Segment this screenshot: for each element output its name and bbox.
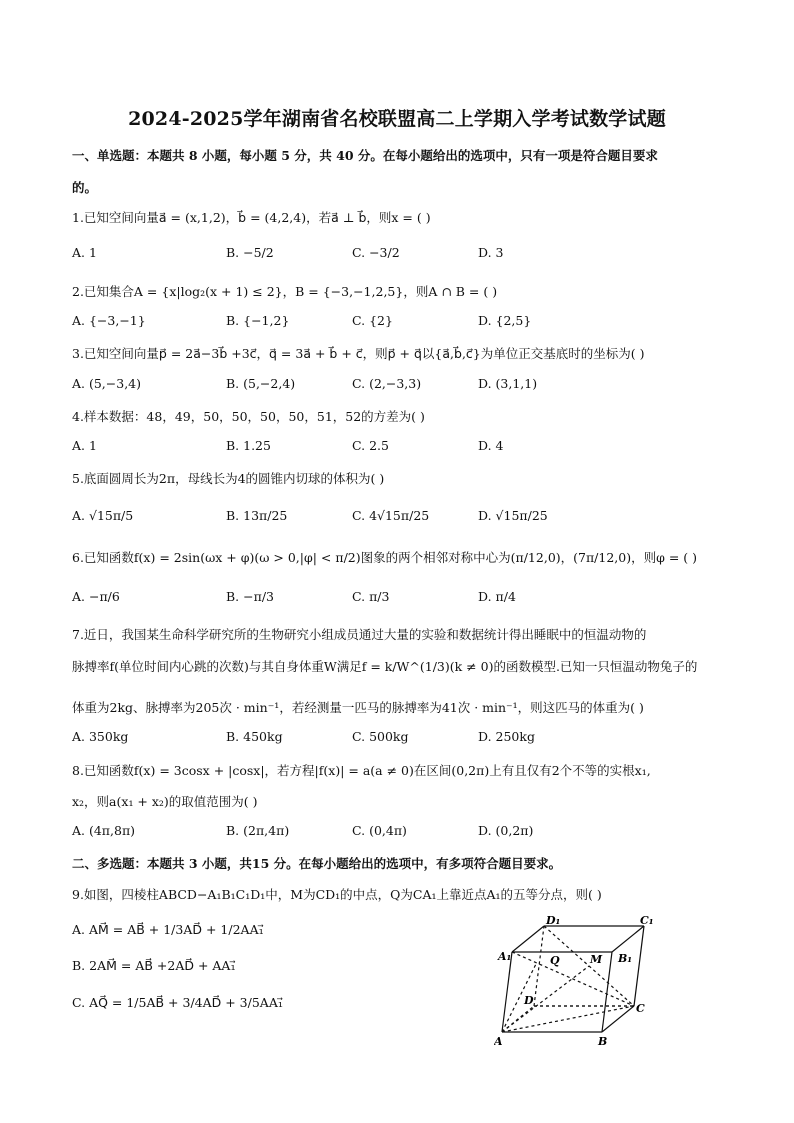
question-5-stem: 5.底面圆周长为2π，母线长为4的圆锥内切球的体积为( ) (72, 471, 385, 486)
q1-option-d: D. 3 (478, 245, 504, 260)
q5-option-d: D. √15π/25 (478, 508, 548, 523)
q6-option-c: C. π/3 (352, 589, 390, 604)
label-C1: C₁ (640, 914, 654, 927)
section2-heading: 二、多选题：本题共 3 小题，共15 分。在每小题给出的选项中，有多项符合题目要求。 (72, 856, 562, 871)
label-C: C (636, 1002, 645, 1015)
q4-option-a: A. 1 (72, 438, 97, 453)
label-B: B (598, 1035, 608, 1048)
q3-option-b: B. (5,−2,4) (226, 376, 296, 391)
q6-option-d: D. π/4 (478, 589, 516, 604)
q7-option-c: C. 500kg (352, 729, 409, 744)
q9-option-a: A. AM⃗ = AB⃗ + 1/3AD⃗ + 1/2AA₁⃗ (72, 922, 264, 937)
question-2-stem: 2.已知集合A = {x|log₂(x + 1) ≤ 2}，B = {−3,−1,2,5}，则A ∩ B = ( ) (72, 284, 498, 299)
q9-option-c: C. AQ⃗ = 1/5AB⃗ + 3/4AD⃗ + 3/5AA₁⃗ (72, 995, 283, 1010)
q4-option-d: D. 4 (478, 438, 504, 453)
section1-heading: 一、单选题：本题共 8 小题，每小题 5 分，共 40 分。在每小题给出的选项中，只有一项是符合题目要求 (72, 148, 658, 163)
question-6-stem: 6.已知函数f(x) = 2sin(ωx + φ)(ω > 0,|φ| < π/2)图象的两个相邻对称中心为(π/12,0)，(7π/12,0)，则φ = ( ) (72, 550, 698, 565)
q8-option-b: B. (2π,4π) (226, 823, 290, 838)
prism-figure (494, 914, 664, 1050)
q5-option-b: B. 13π/25 (226, 508, 288, 523)
q5-option-c: C. 4√15π/25 (352, 508, 430, 523)
q1-option-b: B. −5/2 (226, 245, 274, 260)
q4-option-c: C. 2.5 (352, 438, 389, 453)
q3-option-a: A. (5,−3,4) (72, 376, 142, 391)
question-8-stem-1: 8.已知函数f(x) = 3cosx + |cosx|，若方程|f(x)| = a(a ≠ 0)在区间(0,2π)上有且仅有2个不等的实根x₁, (72, 763, 651, 778)
q6-option-a: A. −π/6 (72, 589, 120, 604)
q9-option-b: B. 2AM⃗ = AB⃗ +2AD⃗ + AA₁⃗ (72, 958, 236, 973)
q1-option-a: A. 1 (72, 245, 97, 260)
q2-option-c: C. {2} (352, 313, 393, 328)
label-A: A (494, 1035, 503, 1048)
q8-option-d: D. (0,2π) (478, 823, 534, 838)
label-A1: A₁ (498, 950, 512, 963)
section1-heading-cont: 的。 (72, 180, 98, 195)
q5-option-a: A. √15π/5 (72, 508, 134, 523)
question-9-stem: 9.如图，四棱柱ABCD−A₁B₁C₁D₁中，M为CD₁的中点，Q为CA₁上靠近点A₁的五等分点，则( ) (72, 887, 602, 902)
question-4-stem: 4.样本数据：48，49，50，50，50，50，51，52的方差为( ) (72, 409, 425, 424)
q2-option-b: B. {−1,2} (226, 313, 290, 328)
q3-option-d: D. (3,1,1) (478, 376, 538, 391)
label-Q: Q (550, 954, 560, 967)
q7-option-a: A. 350kg (72, 729, 129, 744)
label-M: M (590, 953, 603, 966)
page-title: 2024-2025学年湖南省名校联盟高二上学期入学考试数学试题 (128, 108, 666, 130)
question-1-stem: 1.已知空间向量a⃗ = (x,1,2)，b⃗ = (4,2,4)，若a⃗ ⊥ b⃗，则x = ( ) (72, 210, 431, 225)
label-D1: D₁ (546, 914, 561, 927)
question-8-stem-2: x₂，则a(x₁ + x₂)的取值范围为( ) (72, 794, 258, 809)
q7-option-d: D. 250kg (478, 729, 535, 744)
question-7-stem-1: 7.近日，我国某生命科学研究所的生物研究小组成员通过大量的实验和数据统计得出睡眠中的恒温动物的 (72, 627, 647, 642)
q2-option-d: D. {2,5} (478, 313, 532, 328)
q4-option-b: B. 1.25 (226, 438, 271, 453)
q7-option-b: B. 450kg (226, 729, 283, 744)
q8-option-c: C. (0,4π) (352, 823, 407, 838)
q6-option-b: B. −π/3 (226, 589, 274, 604)
question-3-stem: 3.已知空间向量p⃗ = 2a⃗−3b⃗ +3c⃗，q⃗ = 3a⃗ + b⃗ + c⃗，则p⃗ + q⃗以{a⃗,b⃗,c⃗}为单位正交基底时的坐标为( ) (72, 346, 645, 361)
q3-option-c: C. (2,−3,3) (352, 376, 422, 391)
prism-diagram (494, 914, 664, 1050)
question-7-stem-3: 体重为2kg、脉搏率为205次 · min⁻¹，若经测量一匹马的脉搏率为41次 · min⁻¹，则这匹马的体重为( ) (72, 700, 644, 715)
q2-option-a: A. {−3,−1} (72, 313, 146, 328)
label-B1: B₁ (618, 952, 633, 965)
question-7-stem-2: 脉搏率f(单位时间内心跳的次数)与其自身体重W满足f = k/W^(1/3)(k ≠ 0)的函数模型.已知一只恒温动物兔子的 (72, 659, 698, 674)
label-D: D (524, 994, 534, 1007)
q1-option-c: C. −3/2 (352, 245, 400, 260)
q8-option-a: A. (4π,8π) (72, 823, 136, 838)
